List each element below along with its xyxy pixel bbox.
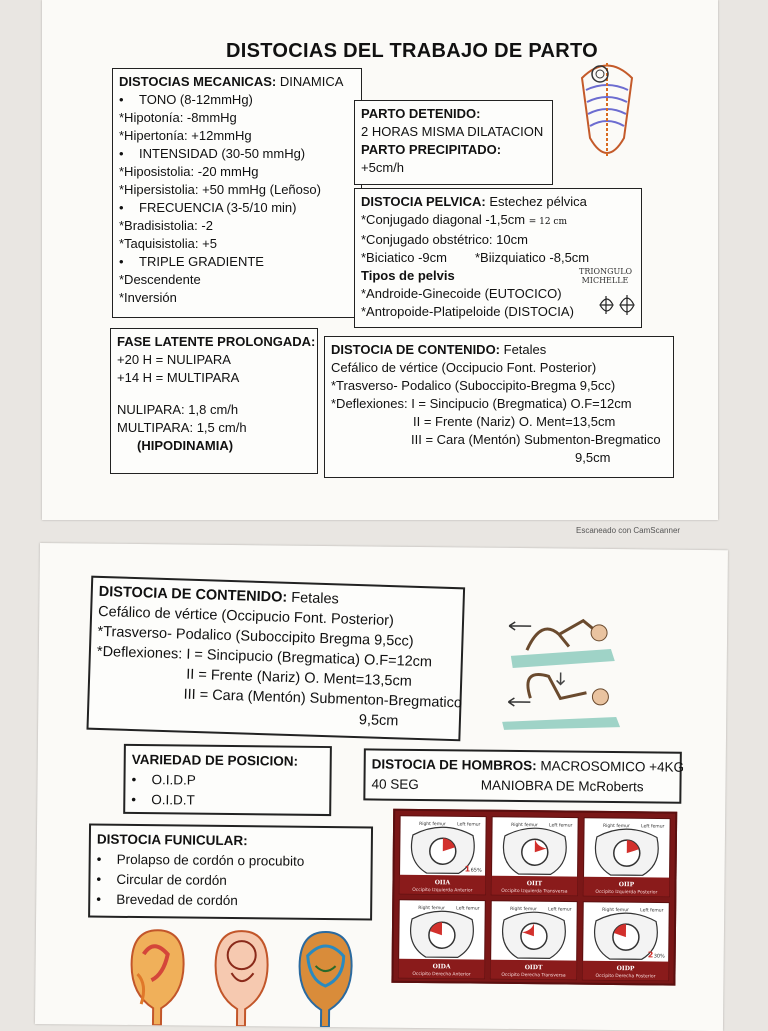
contenido-heading-suffix: Fetales (500, 342, 547, 357)
pelvis-sketch-icon (597, 293, 637, 317)
mecanicas-line: *Bradisistolia: -2 (119, 218, 213, 233)
right-femur-label: Right femur (510, 906, 537, 913)
position-name: Occipito Derecha Posterior (595, 973, 656, 980)
position-name: Occipito Derecha Anterior (412, 971, 471, 978)
mecanicas-line: • TONO (8-12mmHg) (119, 91, 355, 109)
left-femur-label: Left femur (456, 906, 480, 912)
mecanicas-line: *Taquisistolia: +5 (119, 236, 217, 251)
left-femur-label: Left femur (457, 822, 481, 828)
posicion-item: • O.I.D.T (131, 790, 323, 812)
biizquiatico: *Biizquiatico -8,5cm (474, 250, 590, 265)
position-panel-oiia (398, 815, 487, 896)
right-femur-label: Right femur (419, 821, 446, 828)
contenido-cefalico: Cefálico de vértice (Occipucio Font. Posterior) (331, 360, 597, 375)
mecanicas-line: *Inversión (119, 290, 177, 305)
mecanicas-line: • TRIPLE GRADIENTE (119, 253, 355, 271)
contenido-deflexiones: *Deflexiones: I = Sincipucio (Bregmatica) O.F=12cm (331, 396, 632, 411)
mecanicas-heading: DISTOCIAS MECANICAS: (119, 74, 277, 89)
box-distocia-pelvica (354, 188, 642, 328)
funicular-item: • Circular de cordón (96, 870, 364, 893)
tipos-pelvis-heading: Tipos de pelvis (361, 268, 455, 283)
position-abbr: OIIT (526, 880, 543, 888)
hombros-time: 40 SEG (371, 776, 419, 792)
mecanicas-line: • FRECUENCIA (3-5/10 min) (119, 199, 355, 217)
position-percent: 30% (653, 953, 665, 960)
parto-precipitado-text: +5cm/h (361, 160, 404, 175)
hombros-heading: DISTOCIA DE HOMBROS: (371, 756, 537, 774)
conjugado-obstetrico: *Conjugado obstétrico: 10cm (361, 232, 528, 247)
latente-heading: FASE LATENTE PROLONGADA: (117, 334, 316, 349)
contenido2-cara: III = Cara (Mentón) Submenton-Bregmatico (183, 686, 463, 712)
androide-ginecoide: *Androide-Ginecoide (EUTOCICO) (361, 286, 562, 301)
parto-precipitado-heading: PARTO PRECIPITADO: (361, 142, 502, 157)
left-femur-label: Left femur (640, 908, 664, 914)
hombros-heading-suffix: MACROSOMICO +4KG (536, 758, 685, 775)
contenido-frente: II = Frente (Nariz) O. Ment=13,5cm (413, 414, 616, 429)
position-abbr: OIDA (432, 963, 451, 971)
box-distocia-contenido (324, 336, 674, 478)
funicular-heading: DISTOCIA FUNICULAR: (96, 831, 248, 849)
contenido-heading: DISTOCIA DE CONTENIDO: (331, 342, 501, 357)
parto-detenido-text: 2 HORAS MISMA DILATACION (361, 124, 544, 139)
mecanicas-line: *Hiposistolia: -20 mmHg (119, 164, 259, 179)
funicular-item: • Prolapso de cordón o procubito (97, 850, 365, 873)
hombros-maniobra: MANIOBRA DE McRoberts (480, 777, 644, 795)
posicion-heading: VARIEDAD DE POSICION: (131, 751, 299, 769)
box-fase-latente (110, 328, 318, 474)
position-panel-oidp (581, 901, 670, 982)
posicion-item: • O.I.D.P (131, 770, 323, 792)
position-panel-oidt (489, 900, 578, 981)
antropoide-platipeloide: *Antropoide-Platipeloide (DISTOCIA) (361, 304, 574, 319)
right-femur-label: Right femur (603, 823, 630, 830)
fetal-positions-grid (391, 809, 677, 986)
conjugado-diagonal: *Conjugado diagonal -1,5cm (361, 212, 526, 227)
pelvica-heading: DISTOCIA PELVICA: (361, 194, 486, 209)
contenido2-cefalico: Cefálico de vértice (Occipucio Font. Posterior) (97, 603, 395, 630)
position-rank-badge: 1 (464, 864, 471, 874)
box-variedad-posicion (123, 744, 332, 816)
hipodinamia-label: (HIPODINAMIA) (137, 438, 234, 453)
notes-page-2 (35, 543, 728, 1031)
left-femur-label: Left femur (641, 824, 665, 830)
notes-page-1 (42, 0, 718, 520)
mecanicas-line: *Descendente (119, 272, 201, 287)
contenido-trasverso: *Trasverso- Podalico (Suboccipito-Bregma 9,5cc) (331, 378, 616, 393)
position-percent: 65% (470, 867, 482, 874)
funicular-item: • Brevedad de cordón (96, 890, 364, 913)
position-name: Occipito Izquierda Anterior (412, 887, 473, 894)
latente-nulipara: +20 H = NULIPARA (117, 352, 231, 367)
mecanicas-line: • INTENSIDAD (30-50 mmHg) (119, 145, 355, 163)
box-parto-detenido (354, 100, 553, 185)
mecanicas-line: *Hipersistolia: +50 mmHg (Leñoso) (119, 182, 321, 197)
triangulo-michelle-note: TRIONGULO MICHELLE (579, 267, 633, 285)
box-distocias-mecanicas (112, 68, 362, 318)
page-title: DISTOCIAS DEL TRABAJO DE PARTO (226, 40, 599, 62)
camscanner-note: Escaneado con CamScanner (576, 526, 681, 535)
right-femur-label: Right femur (602, 907, 629, 914)
contenido2-heading: DISTOCIA DE CONTENIDO: (98, 583, 288, 606)
contenido2-deflexiones: *Deflexiones: I = Sincipucio (Bregmatica) O.F=12cm (96, 643, 433, 671)
mcroberts-illustration (500, 598, 625, 733)
position-abbr: OIDT (524, 964, 543, 972)
position-panel-oiit (490, 816, 579, 897)
contenido2-trasverso: *Trasverso- Podalico (Suboccipito Bregma 9,5cc) (97, 623, 414, 650)
nulipara-rate: NULIPARA: 1,8 cm/h (117, 402, 239, 417)
position-rank-badge: 2 (647, 950, 654, 960)
box-distocia-funicular (88, 824, 373, 921)
position-name: Occipito Derecha Transversa (501, 972, 566, 979)
parto-detenido-heading: PARTO DETENIDO: (361, 106, 481, 121)
position-abbr: OIIP (618, 881, 635, 889)
uterus-illustration (572, 58, 642, 170)
position-abbr: OIDP (616, 965, 635, 973)
conjugado-diagonal-handnote: = 12 cm (528, 217, 567, 227)
contenido2-heading-suffix: Fetales (286, 589, 340, 608)
position-panel-oida (397, 899, 486, 980)
contenido-cara: III = Cara (Mentón) Submenton-Bregmatico (411, 432, 661, 447)
left-femur-label: Left femur (549, 823, 573, 829)
box-distocia-contenido-2 (86, 576, 465, 742)
biciatico: *Biciatico -9cm (361, 250, 447, 265)
contenido-cara-value: 9,5cm (575, 450, 611, 465)
contenido2-cara-value: 9,5cm (358, 712, 399, 730)
position-panel-oiip (582, 817, 671, 898)
position-name: Occipito Izquierda Posterior (595, 889, 658, 896)
position-abbr: OIIA (434, 879, 451, 887)
left-femur-label: Left femur (548, 907, 572, 913)
pelvica-heading-suffix: Estechez pélvica (485, 194, 587, 209)
funicular-illustrations (117, 924, 354, 1027)
mecanicas-line: *Hipotonía: -8mmHg (119, 110, 237, 125)
box-distocia-hombros (363, 748, 685, 803)
contenido2-frente: II = Frente (Nariz) O. Ment=13,5cm (185, 666, 413, 690)
mecanicas-heading-suffix: DINAMICA (276, 74, 344, 89)
multipara-rate: MULTIPARA: 1,5 cm/h (117, 420, 247, 435)
right-femur-label: Right femur (511, 822, 538, 829)
latente-multipara: +14 H = MULTIPARA (117, 370, 240, 385)
mecanicas-line: *Hipertonía: +12mmHg (119, 128, 252, 143)
position-name: Occipito Izquierda Transversa (501, 888, 568, 895)
right-femur-label: Right femur (418, 905, 445, 912)
